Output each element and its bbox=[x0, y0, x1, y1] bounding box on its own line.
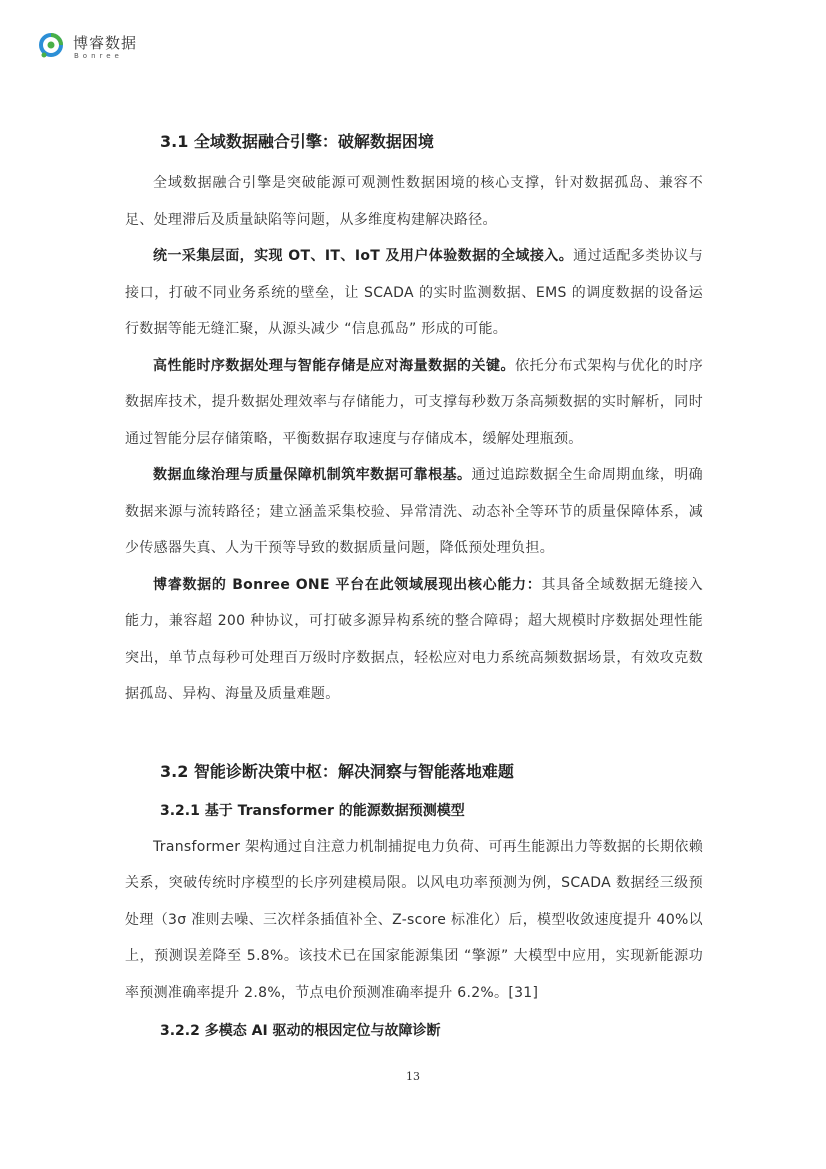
section-3-1-intro: 全域数据融合引擎是突破能源可观测性数据困境的核心支撑，针对数据孤岛、兼容不足、处理滞后及质量缺陷等问题，从多维度构建解决路径。 bbox=[125, 175, 703, 228]
paragraph-body: 通过适配多类协议与接口，打破不同业务系统的壁垒，让 SCADA 的实时监测数据、EMS 的调度数据的设备运行数据等能无缝汇聚，从源头减少 “信息孤岛” 形成的可能。 bbox=[125, 248, 703, 337]
paragraph-lead: 统一采集层面，实现 OT、IT、IoT 及用户体验数据的全域接入。 bbox=[153, 248, 574, 264]
section-3-2-1-heading: 3.2.1 基于 Transformer 的能源数据预测模型 bbox=[160, 802, 465, 819]
paragraph-lead: 博睿数据的 Bonree ONE 平台在此领域展现出核心能力： bbox=[153, 576, 542, 593]
paragraph-lead: 数据血缘治理与质量保障机制筑牢数据可靠根基。 bbox=[153, 467, 472, 483]
section-3-2-1-body: Transformer 架构通过自注意力机制捕捉电力负荷、可再生能源出力等数据的长期依赖关系，突破传统时序模型的长序列建模局限。以风电功率预测为例，SCADA 数据经三级预处理（3σ 准则去噪、三次样条插值补全、Z-score 标准化）后，模型收敛速度提升 40%以上，预测误差降至 5.8%。该技术已在国家能源集团 “擎源” 大模型中应用，实现新能源功率预测准确率提升 2.8%，节点电价预测准确率提升 6.2%。[31] bbox=[125, 838, 703, 1001]
paragraph-data-lineage bbox=[125, 457, 703, 567]
logo-chinese-name: 博睿数据 bbox=[73, 34, 138, 52]
paragraph-unified-collection bbox=[125, 238, 703, 348]
page-content bbox=[125, 115, 703, 1049]
section-3-2-heading: 3.2 智能诊断决策中枢：解决洞察与智能落地难题 bbox=[160, 761, 514, 781]
bonree-logo bbox=[38, 28, 148, 64]
bonree-logo-icon bbox=[38, 30, 68, 60]
section-3-2-2-heading: 3.2.2 多模态 AI 驱动的根因定位与故障诊断 bbox=[160, 1023, 441, 1039]
section-3-1-heading: 3.1 全域数据融合引擎：破解数据困境 bbox=[160, 132, 434, 151]
page-number: 13 bbox=[406, 1070, 420, 1083]
paragraph-bonree-one bbox=[125, 567, 703, 713]
paragraph-body: 通过追踪数据全生命周期血缘，明确数据来源与流转路径；建立涵盖采集校验、异常清洗、动态补全等环节的质量保障体系，减少传感器失真、人为干预等导致的数据质量问题，降低预处理负担。 bbox=[125, 467, 703, 556]
paragraph-timeseries-storage bbox=[125, 348, 703, 458]
paragraph-lead: 高性能时序数据处理与智能存储是应对海量数据的关键。 bbox=[153, 357, 515, 374]
logo-english-name: Bonree bbox=[74, 52, 123, 60]
paragraph-body: 依托分布式架构与优化的时序数据库技术，提升数据处理效率与存储能力，可支撑每秒数万条高频数据的实时解析，同时通过智能分层存储策略，平衡数据存取速度与存储成本，缓解处理瓶颈。 bbox=[125, 357, 704, 447]
paragraph-body: 其具备全域数据无缝接入能力，兼容超 200 种协议，可打破多源异构系统的整合障碍；超大规模时序数据处理性能突出，单节点每秒可处理百万级时序数据点，轻松应对电力系统高频数据场景，有效攻克数据孤岛、异构、海量及质量难题。 bbox=[125, 576, 703, 702]
